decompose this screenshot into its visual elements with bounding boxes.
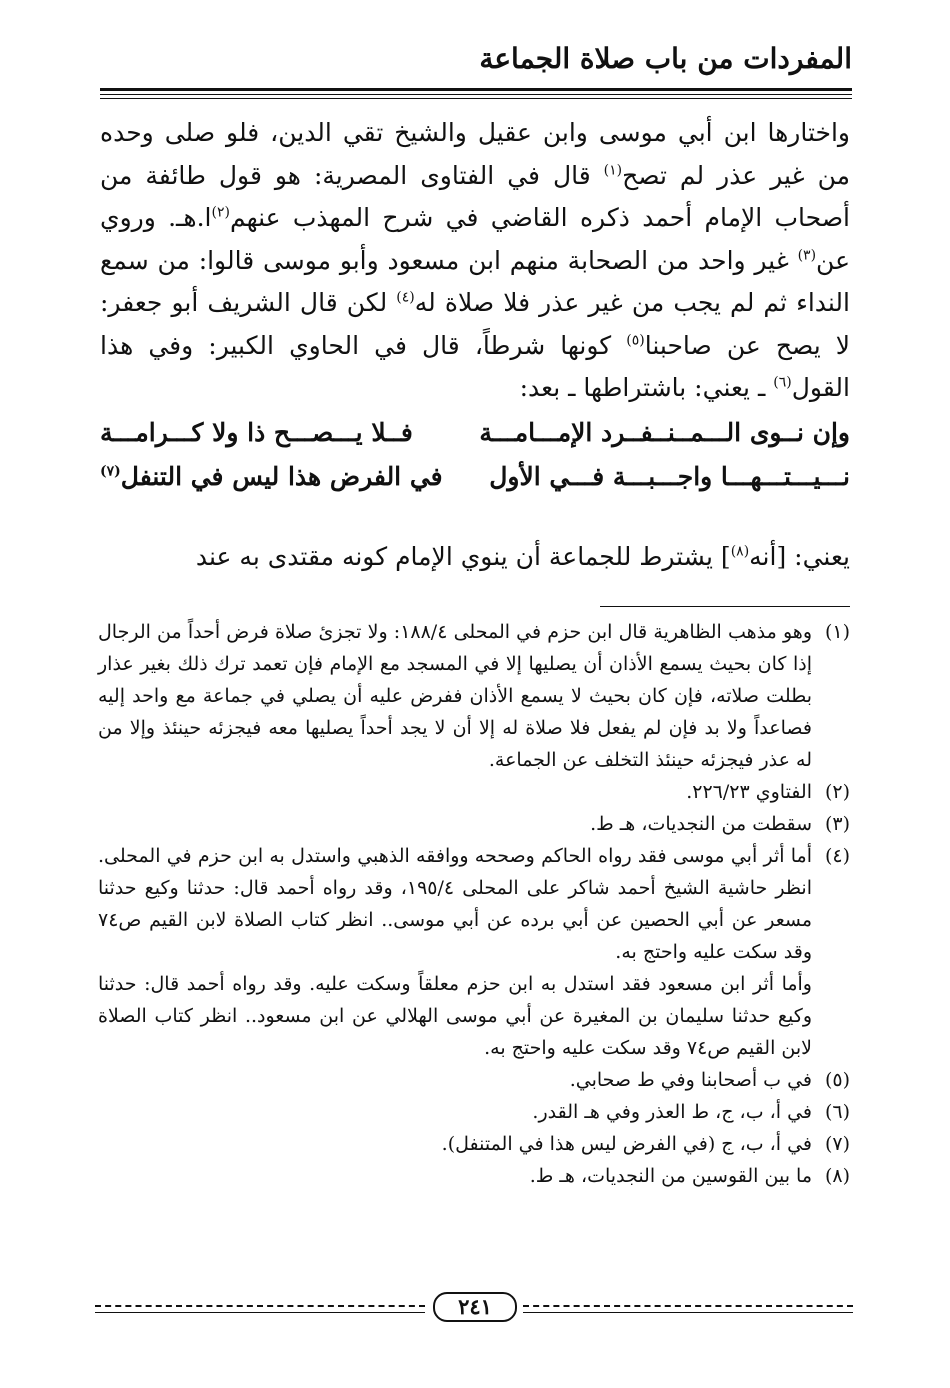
text-run: يعني: [أنه bbox=[749, 542, 850, 571]
footnote-text: وهو مذهب الظاهرية قال ابن حزم في المحلى ١٨٨/٤: ولا تجزئ صلاة فرض أحداً من الرجال إذا كان بحيث يسمع الأذان أن يصليها إلا في المسجد مع الإمام فإن تعمد ترك ذلك بغير عذار بطلت صلاته، فإن كان بحيث لا يسمع الأذان ففرض عليه أن يصلي في جماعة مع واحد إليه فصاعداً ولا بد فإن لم يفعل فلا صلاة له إلا أن لا يجد أحداً يصليها معه فيجزئه حينئذ وإلا من له عذر فيجزئه حينئذ التخلف عن الجماعة. bbox=[98, 621, 812, 771]
footnote-ref[interactable]: (٦) bbox=[773, 374, 792, 391]
header-title: المفردات من باب صلاة الجماعة bbox=[479, 42, 852, 75]
footnote-number: (٦) bbox=[824, 1101, 850, 1123]
text-run: لكن قال الشريف أبو جعفر: لا يصح عن صاحبنا bbox=[100, 288, 850, 360]
footer-dashed-rule bbox=[523, 1305, 853, 1307]
footer-dashed-rule bbox=[95, 1305, 425, 1307]
page-footer bbox=[95, 1292, 853, 1322]
text-run: كونها شرطاً، قال في الحاوي الكبير: وفي هذا القول bbox=[100, 330, 850, 402]
footnote bbox=[98, 776, 850, 808]
footnote-ref[interactable]: (٧) bbox=[100, 463, 121, 480]
footnote-text: ما بين القوسين من النجديات، هـ ط. bbox=[529, 1165, 812, 1187]
text-run: ] يشترط للجماعة أن ينوي الإمام كونه مقتدى به عند bbox=[195, 542, 731, 571]
footnote-separator bbox=[600, 606, 850, 607]
footnote-ref[interactable]: (٥) bbox=[626, 332, 645, 349]
footnote-ref[interactable]: (٢) bbox=[211, 204, 230, 221]
footnote-text: في ب أصحابنا وفي ط صحابي. bbox=[569, 1069, 812, 1091]
footnote bbox=[98, 1160, 850, 1192]
poem-verse bbox=[100, 418, 850, 462]
verse-second-hemistich: فــلا يـــصـــح ذا ولا كـــرامـــة bbox=[100, 418, 413, 447]
footnote-number: (٥) bbox=[824, 1069, 850, 1091]
header-rule-thin-2 bbox=[100, 98, 852, 99]
footnote-number: (٢) bbox=[824, 781, 850, 803]
footnote bbox=[98, 808, 850, 840]
footnote bbox=[98, 1128, 850, 1160]
footer-rule bbox=[95, 1312, 425, 1313]
header-rule-thick bbox=[100, 88, 852, 91]
footer-rule bbox=[523, 1312, 853, 1313]
text-run: غير واحد من الصحابة منهم ابن مسعود وأبو موسى قالوا: من سمع النداء ثم لم يجب من غير عذر فلا صلاة له bbox=[100, 245, 850, 317]
footnote-number: (٤) bbox=[824, 845, 850, 867]
footnotes bbox=[98, 616, 850, 1192]
footnote bbox=[98, 1064, 850, 1096]
text-run: ـ يعني: باشتراطها ـ بعد: bbox=[519, 373, 774, 402]
footnote-ref[interactable]: (٣) bbox=[797, 247, 817, 264]
poem bbox=[100, 418, 850, 506]
footnote-number: (٧) bbox=[824, 1133, 850, 1155]
verse-first-hemistich: وإن نــوى الـــمــنــفــرد الإمـــامـــة bbox=[479, 418, 850, 447]
footnote bbox=[98, 1096, 850, 1128]
footnote-number: (١) bbox=[824, 621, 850, 643]
footnote-text: الفتاوي ٢٢٦/٢٣. bbox=[686, 781, 812, 803]
text-run: قال في الفتاوى المصرية: هو قول طائفة من أصحاب الإمام أحمد ذكره القاضي في شرح المهذب عنهم bbox=[100, 160, 850, 232]
text-run: واختارها ابن أبي موسى وابن عقيل والشيخ تقي الدين، فلو صلى وحده من غير عذر لم تصح bbox=[100, 118, 851, 190]
footnote-ref[interactable]: (٨) bbox=[730, 543, 750, 560]
footnote-number: (٨) bbox=[824, 1165, 850, 1187]
paragraph bbox=[100, 112, 850, 410]
footnote-ref[interactable]: (٤) bbox=[396, 289, 415, 306]
verse-second-hemistich bbox=[100, 462, 443, 491]
text-after-poem bbox=[100, 536, 850, 578]
footnote-text: أما أثر أبي موسى فقد رواه الحاكم وصححه ووافقه الذهبي واستدل به ابن حزم في المحلى. انظر حاشية الشيخ أحمد شاكر على المحلى ١٩٥/٤، وقد رواه أحمد قال: حدثنا وكيع حدثنا مسعر عن أبي الحصين عن أبي برده عن أبي موسى.. انظر كتاب الصلاة لابن القيم ص٧٤ وقد سكت عليه واحتج به. bbox=[98, 845, 812, 963]
page-number: ٢٤١ bbox=[433, 1292, 517, 1322]
footnote-text: سقطت من النجديات، هـ ط. bbox=[590, 813, 812, 835]
footnote bbox=[98, 616, 850, 776]
verse-first-hemistich: نـــيـــتـــهـــا واجـــبـــة فـــي الأول bbox=[489, 462, 850, 491]
hemistich-text: في الفرض هذا ليس في التنفل bbox=[120, 462, 443, 491]
header-rule-thin bbox=[100, 94, 852, 95]
footnote-ref[interactable]: (١) bbox=[603, 162, 623, 179]
footnote-text: في أ، ب، ج (في الفرض ليس هذا في المتنفل). bbox=[441, 1133, 812, 1155]
poem-verse bbox=[100, 462, 850, 506]
footnote-text: في أ، ب، ج، ط العذر وفي هـ القدر. bbox=[532, 1101, 812, 1123]
text-run: ا.هـ. وروي عن bbox=[100, 203, 850, 275]
footnote-continuation: وأما أثر ابن مسعود فقد استدل به ابن حزم معلقاً وسكت عليه. وقد رواه أحمد قال: حدثنا وكيع حدثنا سليمان بن المغيرة عن أبي موسى الهلالي عن ابن مسعود.. انظر كتاب الصلاة لابن القيم ص٧٤ وقد سكت عليه واحتج به. bbox=[98, 973, 812, 1059]
main-text bbox=[100, 112, 850, 410]
footnote-number: (٣) bbox=[824, 813, 850, 835]
footnote bbox=[98, 840, 850, 968]
